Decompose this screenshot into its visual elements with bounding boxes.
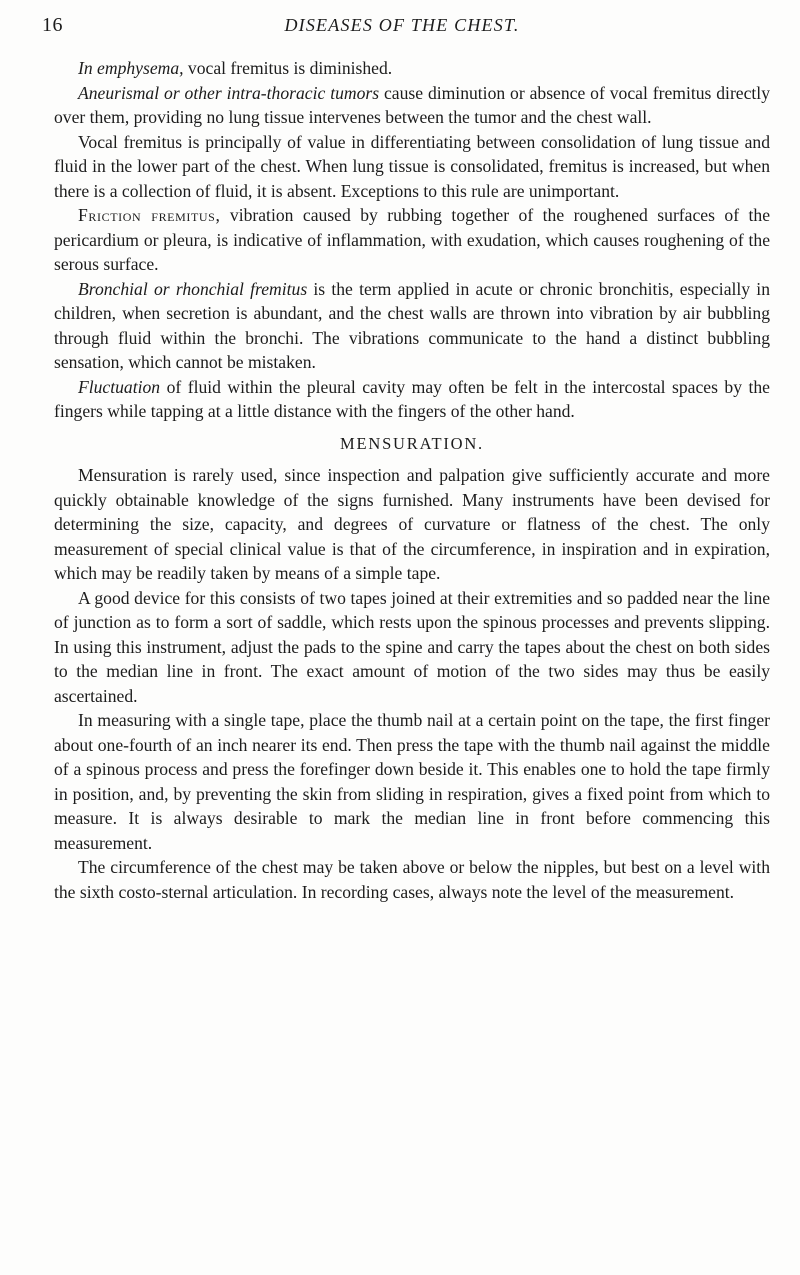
term-emphysema: In emphysema, (78, 58, 184, 78)
paragraph-text: vibration caused by rubbing together of the roughened surfaces of the pericardium or pleura, is indicative of inflammation, with exudation, which causes roughening of the serous surface. (54, 205, 770, 274)
paragraph-aneurismal-tumors (54, 81, 770, 130)
paragraph-mensuration-intro: Mensuration is rarely used, since inspection and palpation give sufficiently accurate and more quickly obtainable knowledge of the signs furnished. Many instruments have been devised for determining the size, capacity, and degrees of curvature or flatness of the chest. The only measurement of special clinical value is that of the circumference, in inspiration and in expiration, which may be readily taken by means of a simple tape. (54, 465, 770, 583)
paragraph-text: is the term applied in acute or chronic bronchitis, especially in children, when secretion is abundant, and the chest walls are thrown into vibration by air bubbling through fluid within the bronchi. The vibrations communicate to the hand a distinct bubbling sensation, which cannot be mistaken. (54, 278, 770, 372)
paragraph-emphysema (54, 56, 770, 81)
paragraph-friction-fremitus (54, 203, 770, 277)
paragraph-fluctuation (54, 375, 770, 424)
paragraph-single-tape: In measuring with a single tape, place the thumb nail at a certain point on the tape, the first finger about one-fourth of an inch nearer its end. Then press the tape with the thumb nail against the middle of a spinous process and press the forefinger down beside it. This enables one to hold the tape firmly in position, and, by preventing the skin from sliding in respiration, gives a fixed point from which to measure. It is always desirable to mark the median line in front before commencing this measurement. (54, 710, 770, 853)
term-bronchial-fremitus: Bronchial or rhonchial fremitus (78, 278, 308, 299)
paragraph-tape-device: A good device for this consists of two tapes joined at their extremities and so padded near the line of junction as to form a sort of saddle, which rests upon the spinous processes and prevents slipping. In using this instrument, adjust the pads to the spine and carry the tapes about the chest on both sides to the median line in front. The exact amount of motion of the two sides may thus be easily ascertained. (54, 587, 770, 706)
paragraph-circumference: The circumference of the chest may be taken above or below the nipples, but best on a level with the sixth costo-sternal articulation. In recording cases, always note the level of the measurement. (54, 857, 770, 902)
paragraph-text: cause diminution or absence of vocal fremitus directly over them, providing no lung tissue intervenes between the tumor and the chest wall. (54, 82, 770, 127)
term-aneurismal-tumors: Aneurismal or other intra-thoracic tumors (78, 82, 380, 103)
paragraph-vocal-fremitus: Vocal fremitus is principally of value in differentiating between consolidation of lung tissue and fluid in the lower part of the chest. When lung tissue is consolidated, fremitus is increased, but when there is a collection of fluid, it is absent. Exceptions to this rule are unimportant. (54, 131, 770, 201)
body-text (54, 56, 770, 904)
running-head: DISEASES OF THE CHEST. (284, 15, 520, 35)
paragraph-text: of fluid within the pleural cavity may often be felt in the intercostal spaces by the fingers while tapping at a little distance with the fingers of the other hand. (54, 376, 770, 421)
section-heading-mensuration: MENSURATION. (340, 433, 484, 453)
paragraph-text: vocal fremitus is diminished. (183, 58, 393, 78)
page-header (42, 14, 762, 42)
page-number: 16 (42, 14, 63, 36)
paragraph-bronchial-fremitus (54, 277, 770, 375)
term-friction-fremitus: Friction fremitus, (78, 205, 221, 225)
term-fluctuation: Fluctuation (78, 376, 161, 397)
